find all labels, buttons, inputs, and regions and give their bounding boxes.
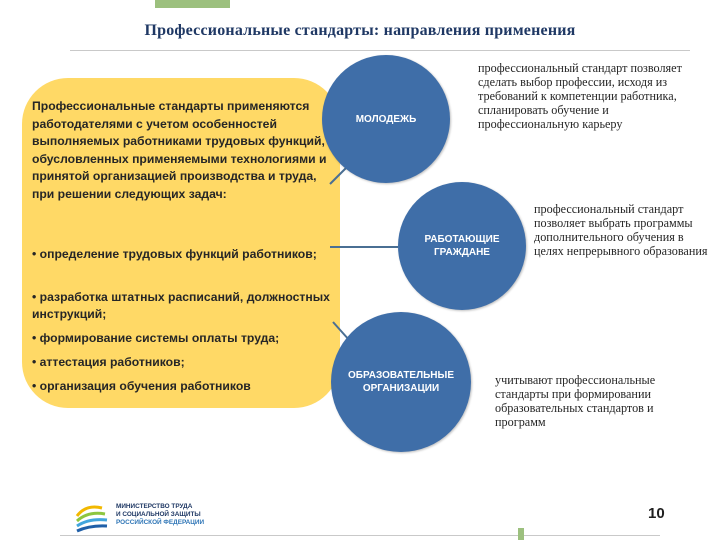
ministry-name-line-3: РОССИЙСКОЙ ФЕДЕРАЦИИ [116, 519, 205, 526]
task-bullet-1: • определение трудовых функций работников; [32, 247, 317, 261]
circle-working-citizens [398, 182, 526, 310]
task-bullet-5: • организация обучения работников [32, 379, 251, 393]
footer-accent-bar [518, 528, 524, 540]
ministry-name-line-1: МИНИСТЕРСТВО ТРУДА [116, 503, 193, 510]
ministry-name [116, 503, 226, 527]
ministry-logo-icon [74, 502, 110, 536]
education-description: учитывают профессиональные стандарты при формировании образовательных стандартов и программ [495, 373, 656, 429]
tasks-intro: Профессиональные стандарты применяются работодателями с учетом особенностей выполняемых работниками трудовых функций, обусловленных применяемыми технологиями и принятой организацией производства и труда, при решении следующих задач: [32, 99, 327, 201]
circle-working-citizens-label: РАБОТАЮЩИЕ ГРАЖДАНЕ [424, 234, 500, 258]
page-number: 10 [648, 505, 665, 522]
workers-description: профессиональный стандарт позволяет выбрать программы дополнительного обучения в целях непрерывного образования [534, 202, 708, 258]
task-bullet-2: • разработка штатных расписаний, должностных инструкций; [32, 290, 330, 321]
circle-youth [322, 55, 450, 183]
circle-educational-organizations [331, 312, 471, 452]
ministry-name-line-2: И СОЦИАЛЬНОЙ ЗАЩИТЫ [116, 511, 201, 518]
youth-description: профессиональный стандарт позволяет сделать выбор профессии, исходя из требований к компетенции работника, спланировать обучение и профессиональную карьеру [478, 61, 682, 131]
task-bullet-3: • формирование системы оплаты труда; [32, 331, 280, 345]
task-bullet-4: • аттестация работников; [32, 355, 185, 369]
circle-youth-label: МОЛОДЕЖЬ [355, 113, 417, 125]
circle-educational-organizations-label: ОБРАЗОВАТЕЛЬНЫЕ ОРГАНИЗАЦИИ [347, 370, 454, 394]
slide-title: Профессиональные стандарты: направления применения [144, 22, 576, 39]
footer-divider [60, 535, 660, 536]
